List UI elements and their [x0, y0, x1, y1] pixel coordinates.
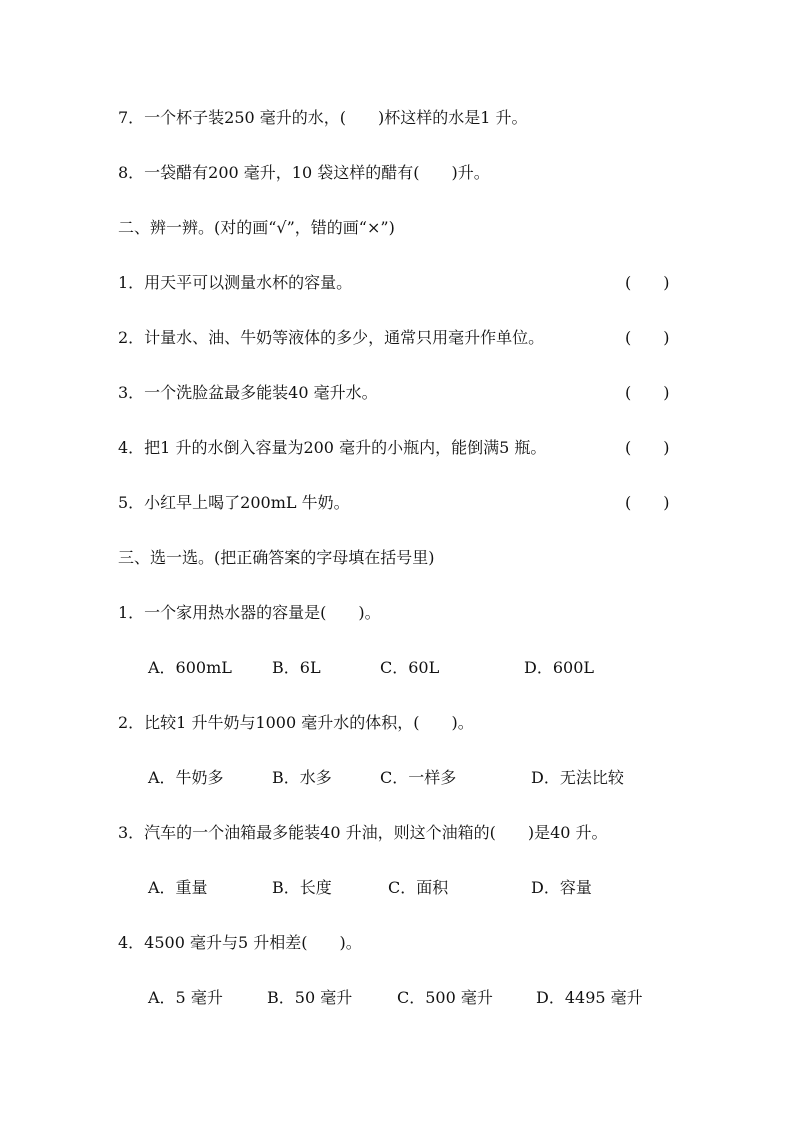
- choice-option-c: C．500 毫升: [397, 988, 493, 1007]
- answer-paren: ( ): [625, 273, 670, 292]
- choice-option-b: B．6L: [272, 658, 321, 677]
- choice-option-b: B．水多: [272, 768, 332, 787]
- judge-item-5: 5．小红早上喝了200mL 牛奶。: [118, 493, 350, 512]
- judge-item-4: 4．把1 升的水倒入容量为200 毫升的小瓶内，能倒满5 瓶。: [118, 438, 547, 457]
- choice-question-1: 1．一个家用热水器的容量是( )。: [118, 603, 381, 622]
- choice-option-b: B．50 毫升: [267, 988, 353, 1007]
- choice-question-2: 2．比较1 升牛奶与1000 毫升水的体积，( )。: [118, 713, 474, 732]
- judge-item-1: 1．用天平可以测量水杯的容量。: [118, 273, 353, 292]
- choice-option-a: A．牛奶多: [148, 768, 224, 787]
- choice-option-d: D．600L: [524, 658, 594, 677]
- fill-question-7: 7．一个杯子装250 毫升的水，( )杯这样的水是1 升。: [118, 108, 528, 127]
- section-heading-judge: 二、辨一辨。(对的画“√”，错的画“×”): [118, 218, 395, 237]
- choice-question-4: 4．4500 毫升与5 升相差( )。: [118, 933, 362, 952]
- judge-item-3: 3．一个洗脸盆最多能装40 毫升水。: [118, 383, 378, 402]
- answer-paren: ( ): [625, 493, 670, 512]
- answer-paren: ( ): [625, 328, 670, 347]
- choice-option-c: C．一样多: [380, 768, 457, 787]
- choice-option-b: B．长度: [272, 878, 332, 897]
- choice-option-a: A．600mL: [148, 658, 232, 677]
- answer-paren: ( ): [625, 383, 670, 402]
- choice-option-c: C．60L: [380, 658, 440, 677]
- choice-option-a: A．5 毫升: [148, 988, 223, 1007]
- answer-paren: ( ): [625, 438, 670, 457]
- choice-option-c: C．面积: [388, 878, 449, 897]
- choice-option-d: D．4495 毫升: [536, 988, 643, 1007]
- fill-question-8: 8．一袋醋有200 毫升，10 袋这样的醋有( )升。: [118, 163, 490, 182]
- choice-question-3: 3．汽车的一个油箱最多能装40 升油，则这个油箱的( )是40 升。: [118, 823, 608, 842]
- choice-option-d: D．无法比较: [531, 768, 624, 787]
- choice-option-d: D．容量: [531, 878, 592, 897]
- section-heading-choose: 三、选一选。(把正确答案的字母填在括号里): [118, 548, 435, 567]
- judge-item-2: 2．计量水、油、牛奶等液体的多少，通常只用毫升作单位。: [118, 328, 545, 347]
- choice-option-a: A．重量: [148, 878, 208, 897]
